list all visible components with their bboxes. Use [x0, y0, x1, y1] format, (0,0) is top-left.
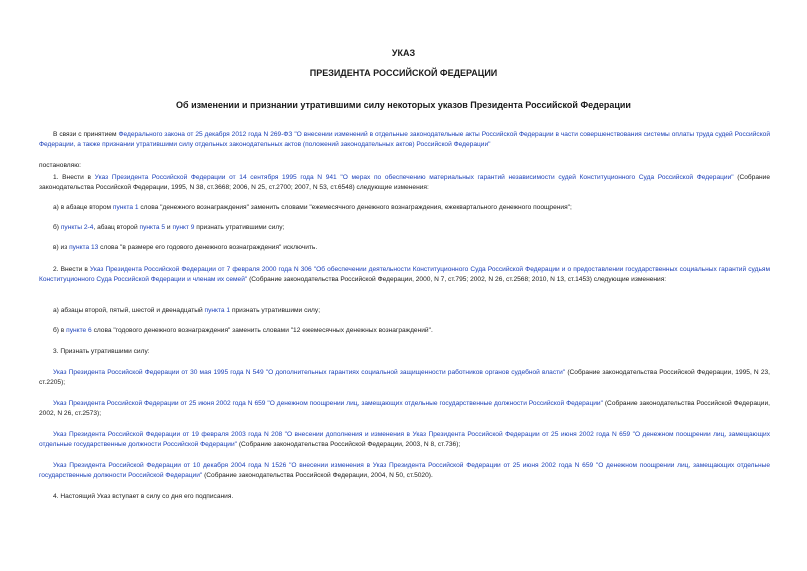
decree-word: постановляю:	[39, 162, 82, 169]
decree-659-link[interactable]: Указ Президента Российской Федерации от 25 июня 2002 года N 659 "О денежном поощрении лиц, замещающих отдельные государственные должности Российской Федерации"	[53, 400, 603, 407]
item-2: 2. Внести в Указ Президента Российской Федерации от 7 февраля 2000 года N 306 "Об обеспечении деятельности Конституционного Суда Российской Федерации и о предоставлении государственных социальных гарантий судьям Конституционного Суда Российской Федерации и членам их семей" (Собрание законодательства Российской Федерации, 2000, N 7, ст.795; 2002, N 26, ст.2568; 2010, N 13, ст.1453) следующие изменения:	[39, 266, 770, 284]
repeal-3: Указ Президента Российской Федерации от 19 февраля 2003 года N 208 "О внесении дополнения и изменения в Указ Президента Российской Федерации от 25 июня 2002 года N 659 "О денежном поощрении лиц, замещающих отдельные государственные должности Российской Федерации" (Собрание законодательства Российской Федерации, 2003, N 8, ст.736);	[39, 431, 770, 449]
item-1b: б) пункты 2-4, абзац второй пункта 5 и пункт 9 признать утратившими силу;	[53, 224, 285, 231]
item-1b-link-2[interactable]: пункта 5	[139, 224, 166, 231]
item-2a-link[interactable]: пункта 1	[204, 307, 231, 314]
item-1a-link[interactable]: пункта 1	[112, 204, 139, 211]
item-1c: в) из пункта 13 слова "в размере его годового денежного вознаграждения" исключить.	[53, 244, 318, 251]
item-1: 1. Внести в Указ Президента Российской Федерации от 14 сентября 1995 года N 941 "О мерах по обеспечению материальных гарантий независимости судей Конституционного Суда Российской Федерации" (Собрание законодательства Российской Федерации, 1995, N 38, ст.3668; 2006, N 25, ст.2700; 2007, N 53, ст.6548) следующие изменения:	[39, 174, 771, 192]
repeal-4: Указ Президента Российской Федерации от 10 декабря 2004 года N 1526 "О внесении изменения в Указ Президента Российской Федерации от 25 июня 2002 года N 659 "О денежном поощрении лиц, замещающих отдельные государственные должности Российской Федерации" (Собрание законодательства Российской Федерации, 2004, N 50, ст.5020).	[39, 462, 770, 480]
repeal-2: Указ Президента Российской Федерации от 25 июня 2002 года N 659 "О денежном поощрении лиц, замещающих отдельные государственные должности Российской Федерации" (Собрание законодательства Российской Федерации, 2002, N 26, ст.2573);	[39, 400, 770, 418]
item-4: 4. Настоящий Указ вступает в силу со дня его подписания.	[53, 493, 234, 500]
item-1b-link-1[interactable]: пункты 2-4	[60, 224, 94, 231]
decree-208-link[interactable]: Указ Президента Российской Федерации от 19 февраля 2003 года N 208 "О внесении дополнения и изменения в Указ Президента Российской Федерации от 25 июня 2002 года N 659 "О денежном поощрении лиц, замещающих отдельные государственные должности Российской Федерации"	[39, 431, 770, 449]
decree-549-link[interactable]: Указ Президента Российской Федерации от 30 мая 1995 года N 549 "О дополнительных гарантиях социальной защищенности работников органов судебной власти"	[53, 369, 566, 376]
doc-issuer: ПРЕЗИДЕНТА РОССИЙСКОЙ ФЕДЕРАЦИИ	[309, 68, 498, 78]
item-2a: а) абзацы второй, пятый, шестой и двенадцатый пункта 1 признать утратившими силу;	[53, 307, 321, 314]
federal-law-link[interactable]: Федерального закона от 25 декабря 2012 года N 269-ФЗ "О внесении изменений в отдельные законодательные акты Российской Федерации в части совершенствования системы оплаты труда судей Российской Федерации, а также признании утратившими силу отдельных законодательных актов (положений законодательных актов) Российской Федерации"	[39, 131, 771, 149]
item-3: 3. Признать утратившими силу:	[53, 348, 150, 355]
item-2b-link[interactable]: пункте 6	[66, 327, 92, 334]
item-1b-link-3[interactable]: пункт 9	[172, 224, 195, 231]
item-1c-link[interactable]: пункта 13	[69, 244, 99, 251]
doc-title: УКАЗ	[391, 48, 416, 58]
item-2b: б) в пункте 6 слова "годового денежного вознаграждения" заменить словами "12 ежемесячных денежных вознаграждений".	[53, 327, 433, 334]
item-1a: а) в абзаце втором пункта 1 слова "денежного вознаграждения" заменить словами "ежемесячного денежного вознаграждения, ежеквартального денежного поощрения";	[53, 204, 572, 211]
intro-paragraph: В связи с принятием Федерального закона от 25 декабря 2012 года N 269-ФЗ "О внесении изменений в отдельные законодательные акты Российской Федерации в части совершенствования системы оплаты труда судей Российской Федерации, а также признании утратившими силу отдельных законодательных актов (положений законодательных актов) Российской Федерации"	[39, 131, 771, 149]
decree-941-link[interactable]: Указ Президента Российской Федерации от 14 сентября 1995 года N 941 "О мерах по обеспечению материальных гарантий независимости судей Конституционного Суда Российской Федерации"	[94, 174, 734, 181]
decree-1526-link[interactable]: Указ Президента Российской Федерации от 10 декабря 2004 года N 1526 "О внесении изменения в Указ Президента Российской Федерации от 25 июня 2002 года N 659 "О денежном поощрении лиц, замещающих отдельные государственные должности Российской Федерации"	[39, 462, 770, 480]
decree-306-link[interactable]: Указ Президента Российской Федерации от 7 февраля 2000 года N 306 "Об обеспечении деятельности Конституционного Суда Российской Федерации и о предоставлении государственных социальных гарантий судьям Конституционного Суда Российской Федерации и членам их семей"	[39, 266, 770, 284]
repeal-1: Указ Президента Российской Федерации от 30 мая 1995 года N 549 "О дополнительных гарантиях социальной защищенности работников органов судебной власти" (Собрание законодательства Российской Федерации, 1995, N 23, ст.2205);	[39, 369, 770, 387]
doc-subtitle: Об изменении и признании утратившими силу некоторых указов Президента Российской Федерации	[176, 100, 631, 110]
